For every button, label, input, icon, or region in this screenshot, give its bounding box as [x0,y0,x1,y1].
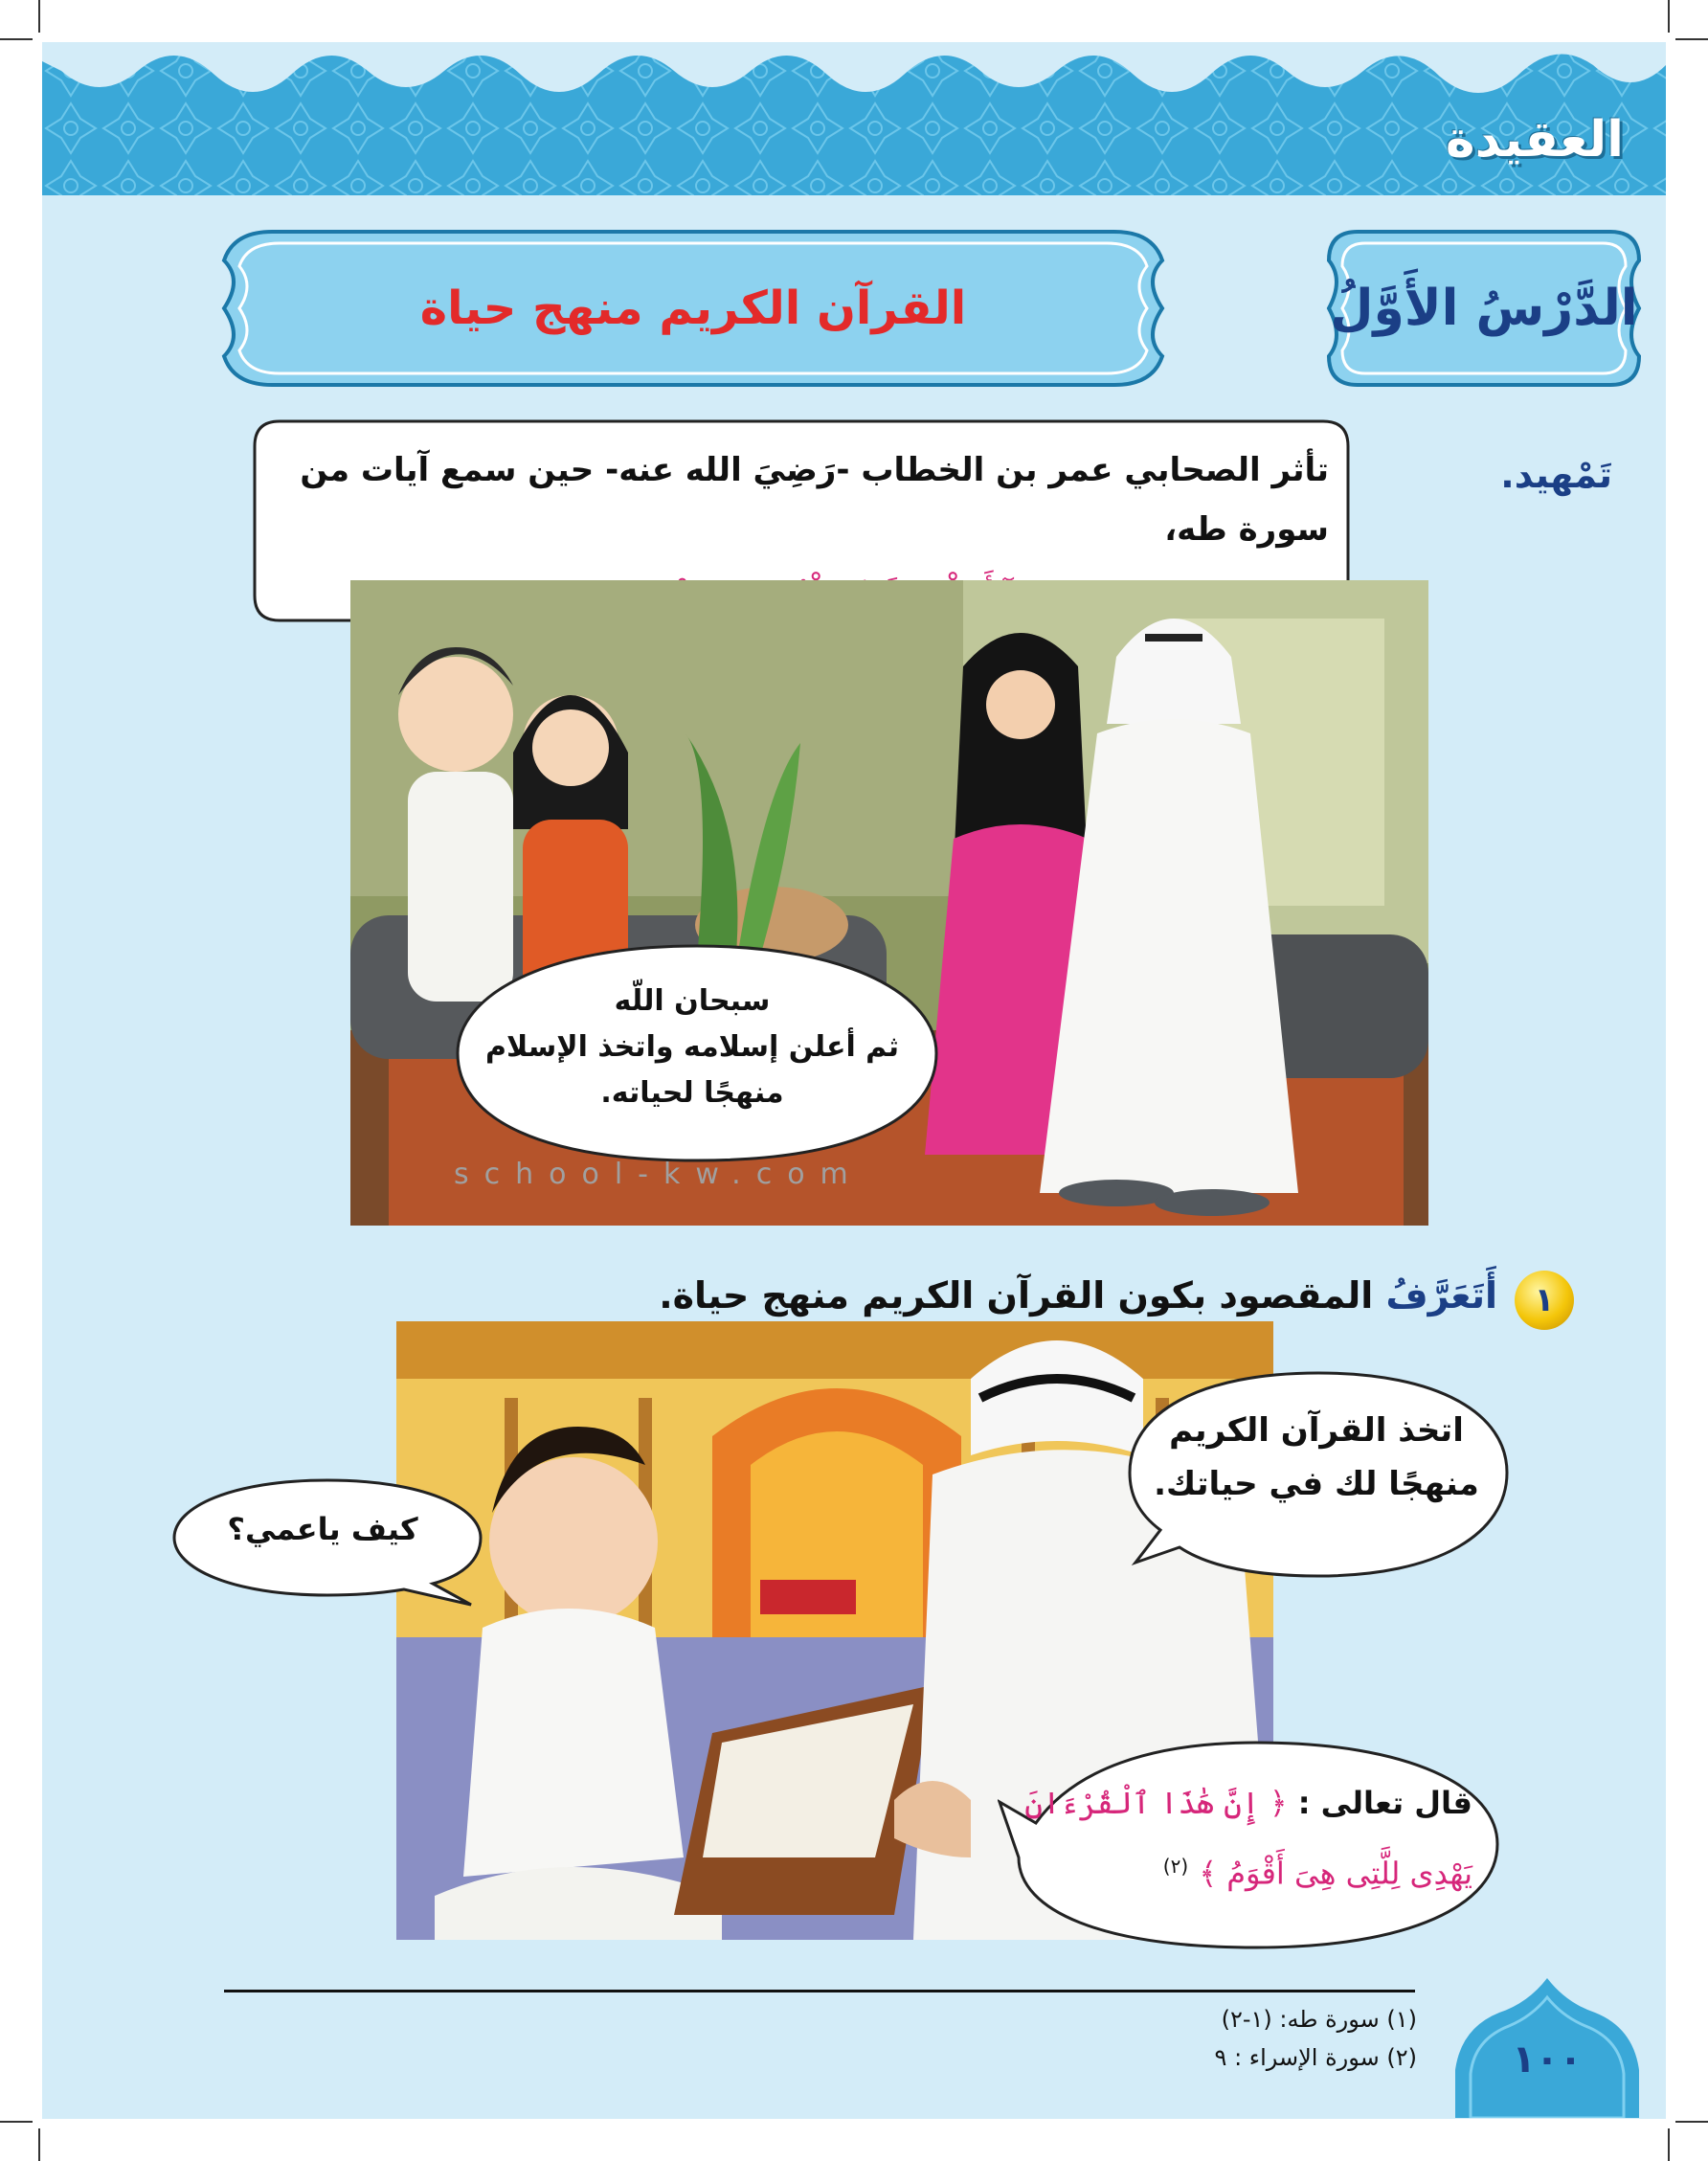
verse-speech-text [1023,1771,1472,1905]
header-band [42,42,1666,195]
intro-line-1: تأثر الصحابي عمر بن الخطاب -رَضِيَ الله عنه- حين سمع آيات من سورة طه، [300,451,1329,549]
footnote-1: (١) سورة طه: (١-٢) [1221,2006,1417,2033]
footnote-divider [224,1990,1415,1992]
verse-speech-bubble [998,1735,1505,1955]
verse-text: ﴿ إِنَّ هَٰذَا ٱلْقُرْءَانَ [1024,1785,1288,1821]
scene1-speech-text [477,979,908,1116]
crop-mark [1668,0,1670,33]
section-title: العقيدة [1445,111,1624,169]
boy-speech-bubble [165,1474,490,1597]
speech-line: ثم أعلن إسلامه واتخذ الإسلام [485,1030,899,1064]
footnote-ref: (٢) [1162,1855,1189,1878]
crop-mark [38,0,40,33]
crop-mark [1675,2121,1708,2123]
lesson-title-text: القرآن الكريم منهج حياة [419,281,967,335]
crop-mark [0,2121,33,2123]
verse-line-1 [1023,1771,1472,1835]
lesson-number-label [1319,222,1649,394]
speech-line: اتخذ القرآن الكريم [1169,1411,1464,1450]
lesson-number-text: الدَّرْسُ الأَوَّلُ [1330,280,1638,337]
crop-mark [0,38,33,40]
crop-mark [1675,38,1708,40]
watermark: school-kw.com [454,1158,864,1191]
speech-line: منهجًا لك في حياتك. [1154,1465,1479,1503]
father-speech-text [1149,1404,1484,1511]
crop-mark [38,2128,40,2161]
verse-line-2 [1023,1835,1472,1905]
activity-verb: أَتَعَرَّفُ [1385,1274,1497,1317]
speech-line: سبحان اللّه [614,984,771,1018]
footnote-2: (٢) سورة الإسراء : ٩ [1214,2044,1417,2071]
footnotes [1215,2000,1417,2077]
page [42,42,1666,2119]
verse-prefix: قال تعالى : [1297,1785,1472,1821]
boy-speech-text: كيف ياعمي؟ [227,1511,418,1547]
father-speech-bubble [1122,1365,1515,1586]
scene1-speech-bubble [448,938,946,1168]
page-number: ١٠٠ [1512,2037,1583,2082]
crop-mark [1668,2128,1670,2161]
intro-label: تَمْهيد. [1500,454,1612,496]
activity-text: المقصود بكون القرآن الكريم منهج حياة. [659,1274,1374,1317]
activity-number-badge: ١ [1515,1271,1574,1330]
speech-line: منهجًا لحياته. [600,1076,784,1110]
activity-heading [659,1274,1497,1317]
verse-text: يَهْدِى لِلَّتِى هِىَ أَقْوَمُ ﴾ [1199,1855,1472,1892]
header-pattern [42,42,1666,195]
lesson-title-label [214,222,1172,394]
